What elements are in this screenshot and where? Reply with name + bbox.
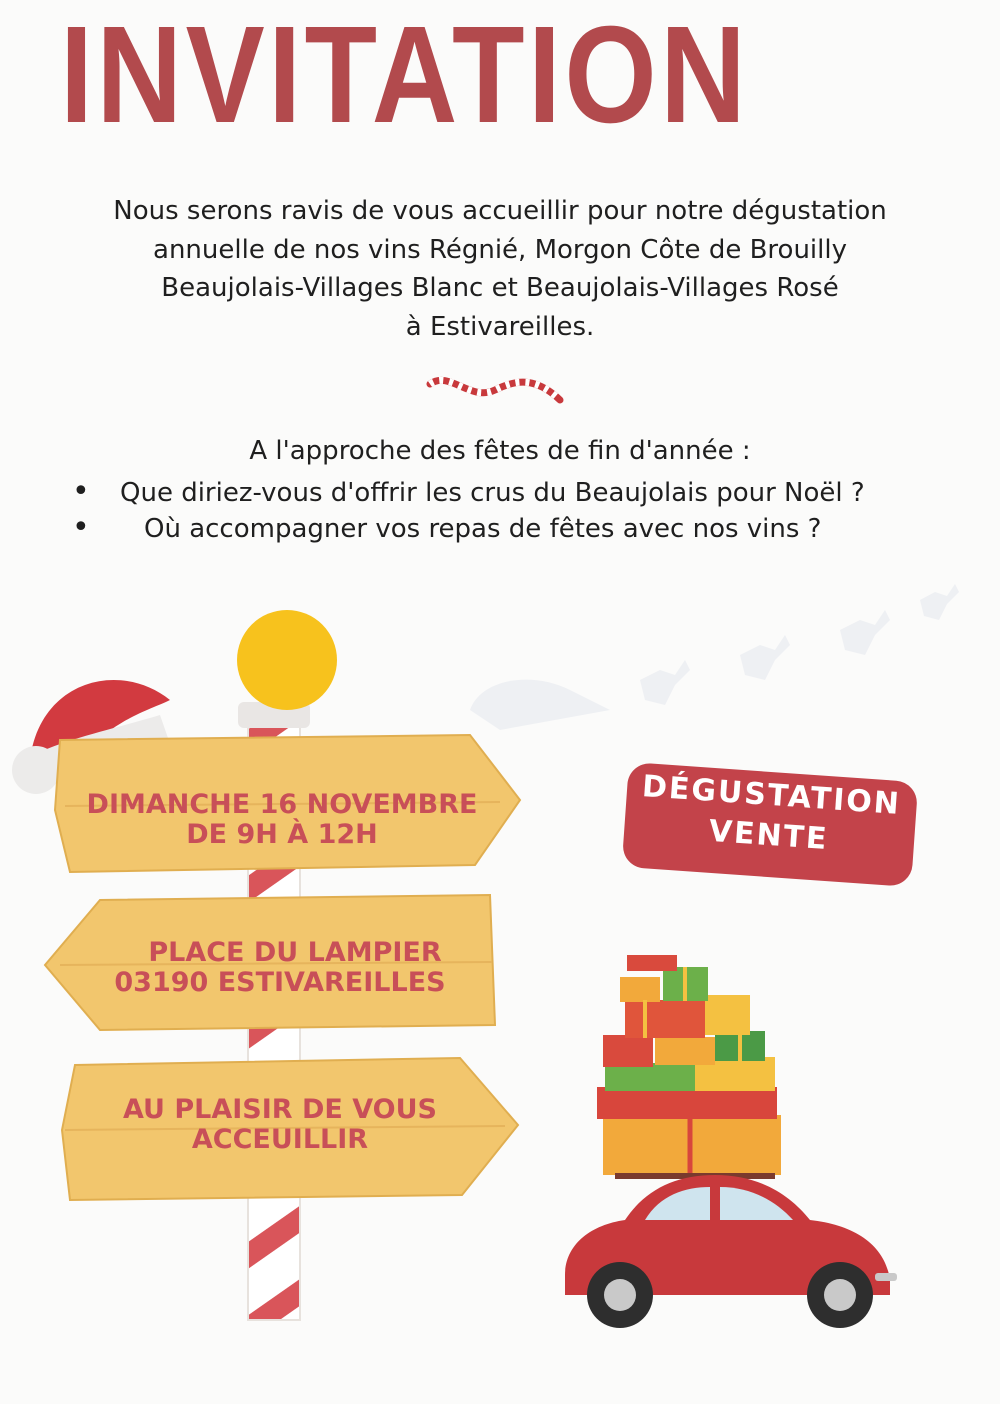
intro-paragraph	[60, 192, 940, 346]
sign-welcome-line2: ACCEUILLIR	[191, 1124, 369, 1155]
sign-place-line1: PLACE DU LAMPIER	[148, 937, 442, 968]
bullet-icon: •	[72, 474, 90, 509]
bullet-icon: •	[72, 510, 90, 545]
badge-line1: DÉGUSTATION	[640, 769, 902, 823]
list-item-text: Que diriez-vous d'offrir les crus du Beaujolais pour Noël ?	[120, 478, 865, 508]
candy-cane-swirl-icon	[425, 372, 570, 412]
sign-welcome	[60, 1095, 500, 1155]
page-title: INVITATION	[60, 0, 750, 152]
sign-place-line2: 03190 ESTIVAREILLES	[114, 967, 446, 998]
list-item-text: Où accompagner vos repas de fêtes avec nos vins ?	[144, 514, 822, 544]
intro-line: Beaujolais-Villages Blanc et Beaujolais-Villages Rosé	[161, 273, 839, 303]
sign-date-line2: DE 9H À 12H	[186, 819, 378, 850]
sign-date	[62, 790, 502, 850]
sign-welcome-line1: AU PLAISIR DE VOUS	[122, 1094, 437, 1125]
intro-line: Nous serons ravis de vous accueillir pour notre dégustation	[113, 196, 887, 226]
intro-line: annuelle de nos vins Régnié, Morgon Côte de Brouilly	[153, 234, 847, 265]
car-with-gifts-icon	[545, 955, 915, 1335]
subheading: A l'approche des fêtes de fin d'année :	[249, 436, 751, 466]
sign-date-line1: DIMANCHE 16 NOVEMBRE	[86, 789, 478, 820]
sign-place	[70, 938, 490, 998]
badge-line2: VENTE	[707, 813, 830, 858]
intro-line: à Estivareilles.	[405, 311, 595, 342]
